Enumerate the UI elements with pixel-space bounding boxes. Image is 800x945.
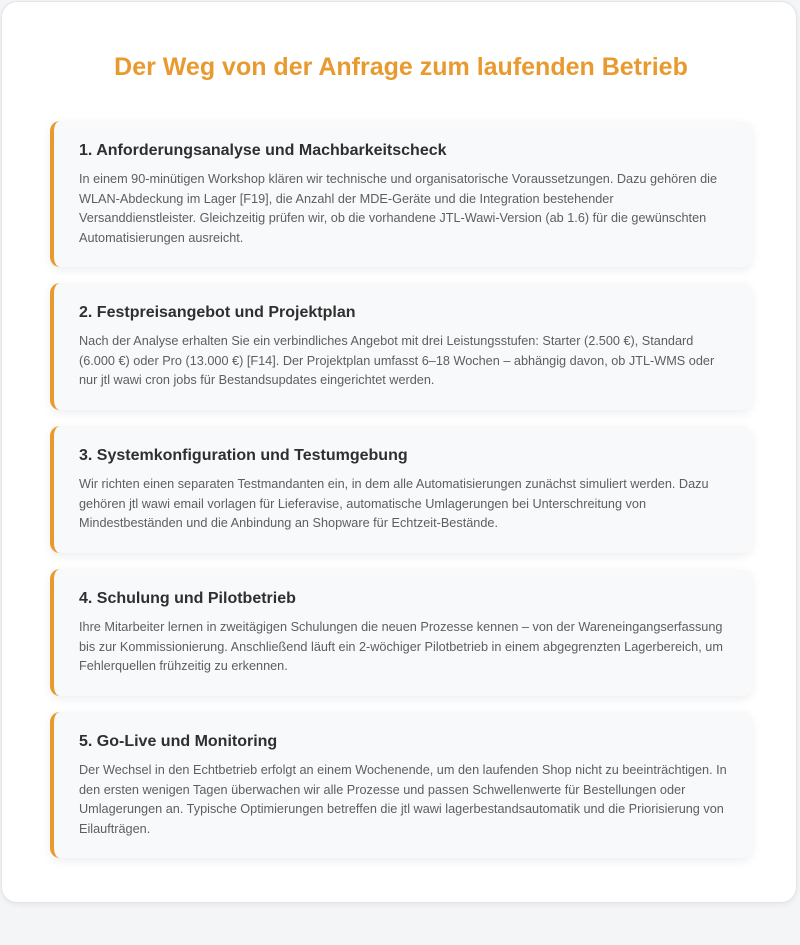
step-heading: 4. Schulung und Pilotbetrieb	[79, 590, 296, 607]
step-description: Der Wechsel in den Echtbetrieb erfolgt an einem Wochenende, um den laufenden Shop nicht zu beeinträchtigen. In den ersten wenigen Tagen überwachen wir alle Prozesse und passen Schwellenwerte für Bestellungen oder Umlagerungen an. Typische Optimierungen betreffen die jtl wawi lagerbestandsautomatik und die Priorisierung von Eilaufträgen.	[79, 763, 727, 836]
step-card-5	[50, 712, 752, 858]
step-heading: 3. Systemkonfiguration und Testumgebung	[79, 447, 408, 464]
step-card-1	[50, 121, 752, 267]
step-description: Ihre Mitarbeiter lernen in zweitägigen Schulungen die neuen Prozesse kennen – von der Wareneingangserfassung bis zur Kommissionierung. Anschließend läuft ein 2-wöchiger Pilotbetrieb in einem abgegrenzten Lagerbereich, um Fehlerquellen frühzeitig zu erkennen.	[79, 620, 723, 674]
step-card-3	[50, 426, 752, 553]
step-description: Nach der Analyse erhalten Sie ein verbindliches Angebot mit drei Leistungsstufen: Starter (2.500 €), Standard (6.000 €) oder Pro (13.000 €) [F14]. Der Projektplan umfasst 6–18 Wochen – abhängig davon, ob JTL-WMS oder nur jtl wawi cron jobs für Bestandsupdates eingerichtet werden.	[79, 334, 715, 388]
step-heading: 2. Festpreisangebot und Projektplan	[79, 304, 356, 321]
step-description: In einem 90-minütigen Workshop klären wir technische und organisatorische Voraussetzungen. Dazu gehören die WLAN-Abdeckung im Lager [F19], die Anzahl der MDE-Geräte und die Integration bestehender Versanddienstleister. Gleichzeitig prüfen wir, ob die vorhandene JTL-Wawi-Version (ab 1.6) für die gewünschten Automatisierungen ausreicht.	[79, 172, 718, 245]
content-card	[1, 1, 797, 903]
page-title: Der Weg von der Anfrage zum laufenden Betrieb	[114, 53, 688, 81]
step-card-4	[50, 569, 752, 696]
step-card-2	[50, 283, 752, 410]
step-heading: 1. Anforderungsanalyse und Machbarkeitscheck	[79, 142, 447, 159]
step-heading: 5. Go-Live und Monitoring	[79, 733, 278, 750]
step-description: Wir richten einen separaten Testmandanten ein, in dem alle Automatisierungen zunächst simuliert werden. Dazu gehören jtl wawi email vorlagen für Lieferavise, automatische Umlagerungen bei Unterschreitung von Mindestbeständen und die Anbindung an Shopware für Echtzeit-Bestände.	[79, 477, 709, 531]
